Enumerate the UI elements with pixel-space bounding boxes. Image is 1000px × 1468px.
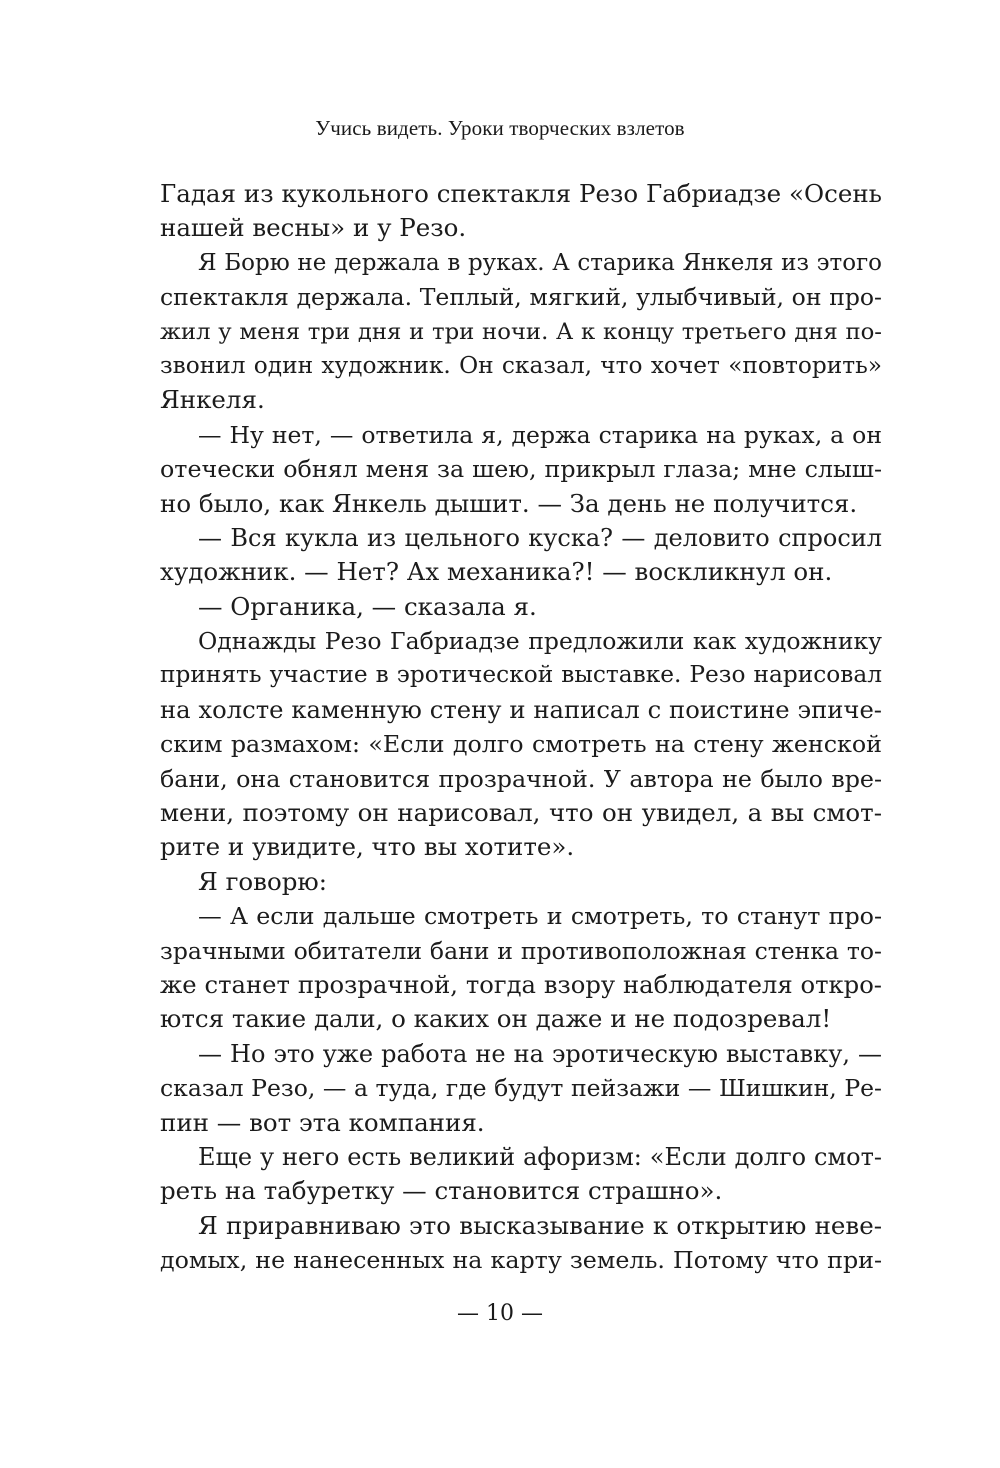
text-line: Однажды Резо Габриадзе предложили как художнику [198,627,882,656]
text-line: сказал Резо, — а туда, где будут пейзажи — Шишкин, Ре- [160,1074,882,1103]
text-line: ются такие дали, о каких он даже и не подозревал! [160,1004,832,1034]
text-line: нашей весны» и у Резо. [160,213,467,243]
text-line: — Вся кукла из цельного куска? — деловито спросил [198,523,882,552]
text-line: Гадая из кукольного спектакля Резо Габриадзе «Осень [160,179,882,208]
body-text [160,177,882,1278]
text-line: зрачными обитатели бани и противоположная стенка то- [160,936,882,965]
running-head: Учись видеть. Уроки творческих взлетов [315,116,685,140]
text-line: Еще у него есть великий афоризм: «Если долго смот- [198,1142,882,1171]
text-line: — Но это уже работа не на эротическую выставку, — [198,1039,882,1068]
text-line: пин — вот эта компания. [160,1107,485,1137]
text-line: мени, поэтому он нарисовал, что он увидел, а вы смот- [160,798,882,828]
text-line: ским размахом: «Если долго смотреть на стену женской [160,730,882,759]
text-line: но было, как Янкель дышит. — За день не получится. [160,488,858,518]
text-line: — Ну нет, — ответила я, держа старика на руках, а он [198,420,882,449]
text-line: художник. — Нет? Ах механика?! — воскликнул он. [160,557,833,587]
text-line: на холсте каменную стену и написал с поистине эпиче- [160,694,882,724]
text-line: бани, она становится прозрачной. У автора не было вре- [160,764,882,793]
text-line: рите и увидите, что вы хотите». [160,832,575,862]
text-line: жил у меня три дня и три ночи. А к концу третьего дня по- [160,318,882,345]
text-line: же станет прозрачной, тогда взору наблюдателя откро- [160,969,882,999]
text-line: звонил один художник. Он сказал, что хочет «повторить» [160,351,882,379]
text-line: Я приравниваю это высказывание к открытию неве- [198,1210,882,1240]
text-line: принять участие в эротической выставке. Резо нарисовал [160,661,882,689]
text-line: Я Борю не держала в руках. А старика Янкеля из этого [198,249,882,276]
text-line: реть на табуретку — становится страшно». [160,1176,723,1206]
text-line: — Органика, — сказала я. [198,591,537,621]
text-line: Я говорю: [198,866,327,896]
page-number: — 10 — [457,1301,543,1326]
text-line: — А если дальше смотреть и смотреть, то станут про- [198,902,882,931]
text-line: спектакля держала. Теплый, мягкий, улыбчивый, он про- [160,283,882,312]
text-line: Янкеля. [160,385,265,415]
text-line: домых, не нанесенных на карту земель. Потому что при- [160,1246,882,1275]
text-line: отечески обнял меня за шею, прикрыл глаза; мне слыш- [160,455,882,484]
